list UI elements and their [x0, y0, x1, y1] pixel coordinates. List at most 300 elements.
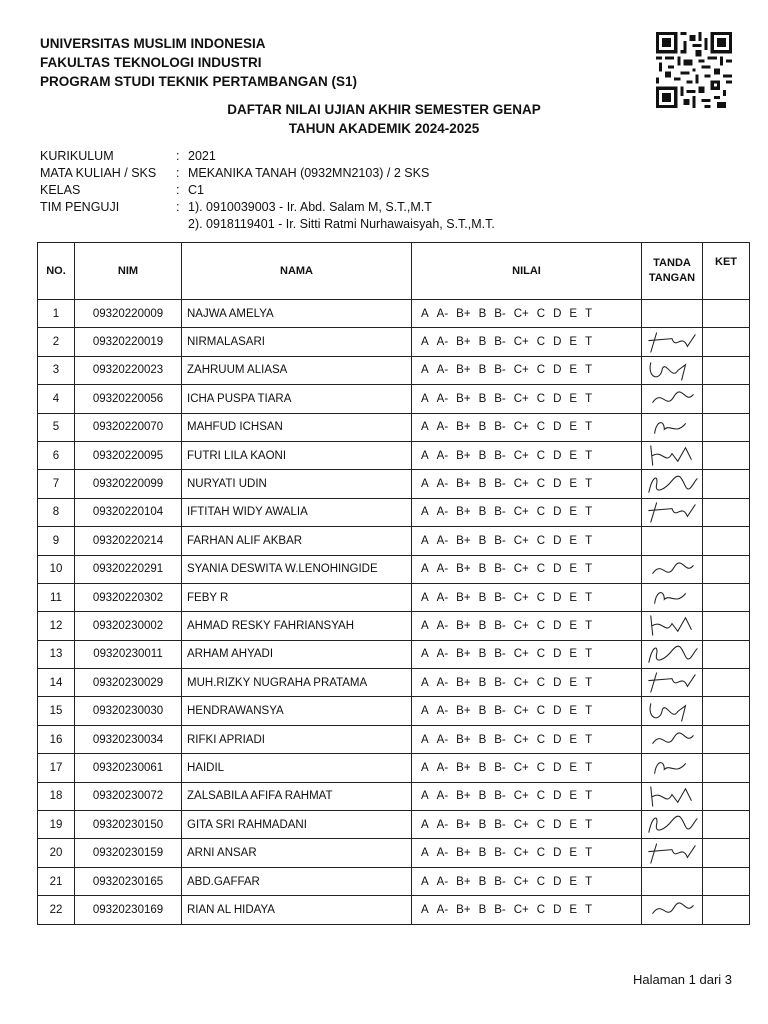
- row-nilai-options: [412, 498, 642, 526]
- row-signature-cell: [642, 300, 703, 328]
- grade-option: C: [536, 563, 546, 576]
- grade-option: D: [553, 733, 562, 746]
- row-ket: [703, 470, 750, 498]
- grade-option: C: [536, 449, 546, 462]
- grade-option: E: [569, 534, 578, 547]
- row-nama: ARNI ANSAR: [182, 839, 412, 867]
- grade-option: C: [536, 705, 546, 718]
- grade-option: C: [536, 676, 546, 689]
- row-number: 22: [38, 896, 75, 924]
- grade-option: B: [478, 364, 487, 377]
- grade-option: B+: [456, 449, 471, 462]
- row-nilai-options: [412, 527, 642, 555]
- row-nama: FEBY R: [182, 583, 412, 611]
- grade-option: E: [569, 392, 578, 405]
- grade-option: A: [421, 421, 429, 434]
- grade-option: B-: [494, 336, 506, 349]
- grade-option: C+: [513, 534, 529, 547]
- grade-option: D: [553, 563, 562, 576]
- grade-option: E: [569, 903, 578, 916]
- row-ket: [703, 697, 750, 725]
- grade-option: C+: [513, 421, 529, 434]
- grade-option: A: [421, 364, 429, 377]
- row-ket: [703, 328, 750, 356]
- row-number: 8: [38, 498, 75, 526]
- grade-option: D: [553, 478, 562, 491]
- grade-option: E: [569, 761, 578, 774]
- grade-option: A: [421, 676, 429, 689]
- row-nilai-options: [412, 356, 642, 384]
- row-nama: AHMAD RESKY FAHRIANSYAH: [182, 612, 412, 640]
- row-ket: [703, 583, 750, 611]
- row-nama: MAHFUD ICHSAN: [182, 413, 412, 441]
- grade-option: C: [536, 790, 546, 803]
- grade-option: D: [553, 875, 562, 888]
- academic-year: TAHUN AKADEMIK 2024-2025: [288, 121, 480, 136]
- row-nim: 09320220214: [75, 527, 182, 555]
- grade-option: D: [553, 705, 562, 718]
- row-nilai-options: [412, 867, 642, 895]
- grade-option: T: [585, 705, 593, 718]
- grade-option: B: [478, 648, 487, 661]
- row-number: 18: [38, 782, 75, 810]
- grade-option: B-: [494, 449, 506, 462]
- grade-option: B+: [456, 392, 471, 405]
- grade-option: B+: [456, 563, 471, 576]
- row-nim: 09320220104: [75, 498, 182, 526]
- row-signature-cell: [642, 669, 703, 697]
- row-nim: 09320220070: [75, 413, 182, 441]
- grade-option: T: [585, 903, 593, 916]
- grade-option: C: [536, 619, 546, 632]
- grade-option: B: [478, 336, 487, 349]
- grade-option: B: [478, 307, 487, 320]
- table-row: [38, 385, 750, 413]
- signature-icon: [642, 612, 702, 639]
- row-nim: 09320230150: [75, 811, 182, 839]
- grade-option: A-: [436, 847, 449, 860]
- grade-option: B: [478, 705, 487, 718]
- signature-icon: [642, 783, 702, 810]
- grade-option: B+: [456, 591, 471, 604]
- grade-option: B+: [456, 903, 471, 916]
- row-nilai-options: [412, 385, 642, 413]
- row-number: 7: [38, 470, 75, 498]
- grade-option: C+: [513, 875, 529, 888]
- row-ket: [703, 811, 750, 839]
- grade-option: D: [553, 336, 562, 349]
- row-number: 12: [38, 612, 75, 640]
- document-title: DAFTAR NILAI UJIAN AKHIR SEMESTER GENAP: [227, 102, 541, 117]
- grade-option: B+: [456, 506, 471, 519]
- grade-option: C+: [513, 648, 529, 661]
- row-nim: 09320220009: [75, 300, 182, 328]
- grade-option: E: [569, 847, 578, 860]
- row-nilai-options: [412, 413, 642, 441]
- grade-option: C: [536, 364, 546, 377]
- row-nama: ABD.GAFFAR: [182, 867, 412, 895]
- row-number: 15: [38, 697, 75, 725]
- row-nilai-options: [412, 725, 642, 753]
- row-signature-cell: [642, 527, 703, 555]
- grade-option: A-: [436, 903, 449, 916]
- row-number: 4: [38, 385, 75, 413]
- grade-option: B-: [494, 875, 506, 888]
- row-signature-cell: [642, 896, 703, 924]
- grade-option: A: [421, 449, 429, 462]
- grade-option: T: [585, 336, 593, 349]
- grade-option: B-: [494, 591, 506, 604]
- grade-option: B: [478, 591, 487, 604]
- table-row: [38, 498, 750, 526]
- grade-option: C: [536, 847, 546, 860]
- row-ket: [703, 640, 750, 668]
- row-nama: RIAN AL HIDAYA: [182, 896, 412, 924]
- grade-option: B-: [494, 676, 506, 689]
- institution-header: [40, 34, 357, 91]
- signature-icon: [642, 840, 702, 867]
- grade-option: E: [569, 733, 578, 746]
- row-nama: NAJWA AMELYA: [182, 300, 412, 328]
- grade-option: A: [421, 619, 429, 632]
- row-signature-cell: [642, 839, 703, 867]
- grade-option: B: [478, 875, 487, 888]
- row-signature-cell: [642, 867, 703, 895]
- grade-option: T: [585, 506, 593, 519]
- grade-option: B: [478, 790, 487, 803]
- row-nim: 09320230002: [75, 612, 182, 640]
- signature-icon: [642, 754, 702, 781]
- grade-option: B+: [456, 648, 471, 661]
- row-nama: ICHA PUSPA TIARA: [182, 385, 412, 413]
- grade-option: C+: [513, 449, 529, 462]
- row-ket: [703, 754, 750, 782]
- grade-option: A-: [436, 392, 449, 405]
- row-signature-cell: [642, 697, 703, 725]
- grade-option: E: [569, 790, 578, 803]
- grade-option: E: [569, 364, 578, 377]
- grade-option: D: [553, 534, 562, 547]
- grade-option: D: [553, 761, 562, 774]
- mata-kuliah-label: MATA KULIAH / SKS: [40, 166, 157, 180]
- course-info: [40, 148, 495, 233]
- grade-option: A: [421, 903, 429, 916]
- row-signature-cell: [642, 498, 703, 526]
- row-ket: [703, 782, 750, 810]
- table-row: [38, 356, 750, 384]
- table-row: [38, 896, 750, 924]
- grade-option: B-: [494, 478, 506, 491]
- grade-option: T: [585, 648, 593, 661]
- kurikulum-row: KURIKULUM : 2021: [40, 149, 216, 163]
- row-signature-cell: [642, 555, 703, 583]
- grade-option: E: [569, 336, 578, 349]
- row-nim: 09320230030: [75, 697, 182, 725]
- row-nim: 09320220291: [75, 555, 182, 583]
- kurikulum-value: 2021: [188, 149, 216, 163]
- row-signature-cell: [642, 413, 703, 441]
- row-signature-cell: [642, 356, 703, 384]
- grade-option: B+: [456, 478, 471, 491]
- grade-option: B+: [456, 847, 471, 860]
- grade-option: A: [421, 648, 429, 661]
- row-nilai-options: [412, 583, 642, 611]
- grade-option: A-: [436, 733, 449, 746]
- grade-option: A-: [436, 591, 449, 604]
- row-nim: 09320230029: [75, 669, 182, 697]
- row-nama: FARHAN ALIF AKBAR: [182, 527, 412, 555]
- grade-option: T: [585, 818, 593, 831]
- grade-option: T: [585, 676, 593, 689]
- grade-option: B: [478, 506, 487, 519]
- grade-option: D: [553, 591, 562, 604]
- row-number: 9: [38, 527, 75, 555]
- grade-option: A-: [436, 676, 449, 689]
- row-signature-cell: [642, 328, 703, 356]
- grade-option: B-: [494, 619, 506, 632]
- row-ket: [703, 867, 750, 895]
- grade-option: B+: [456, 336, 471, 349]
- grade-option: B-: [494, 506, 506, 519]
- grade-option: A-: [436, 534, 449, 547]
- grade-option: B: [478, 733, 487, 746]
- row-signature-cell: [642, 754, 703, 782]
- table-row: [38, 782, 750, 810]
- grade-option: T: [585, 591, 593, 604]
- row-nama: NIRMALASARI: [182, 328, 412, 356]
- header-nim: NIM: [75, 243, 182, 300]
- header-tanda-tangan: [642, 243, 703, 300]
- row-nama: FUTRI LILA KAONI: [182, 441, 412, 469]
- grade-option: C: [536, 761, 546, 774]
- table-header-row: [38, 243, 750, 300]
- table-row: [38, 583, 750, 611]
- grade-option: E: [569, 449, 578, 462]
- kelas-label: KELAS: [40, 183, 81, 197]
- header-ttd-line1: TANDA: [653, 257, 691, 269]
- row-nama: ARHAM AHYADI: [182, 640, 412, 668]
- grade-option: C+: [513, 478, 529, 491]
- grade-option: D: [553, 364, 562, 377]
- grade-option: A-: [436, 506, 449, 519]
- grade-option: E: [569, 648, 578, 661]
- grade-option: D: [553, 818, 562, 831]
- grade-option: A: [421, 307, 429, 320]
- grade-option: B: [478, 449, 487, 462]
- grade-option: B+: [456, 818, 471, 831]
- header-no: NO.: [38, 243, 75, 300]
- grade-option: C: [536, 336, 546, 349]
- row-nilai-options: [412, 782, 642, 810]
- row-ket: [703, 385, 750, 413]
- grade-option: C: [536, 818, 546, 831]
- row-nama: RIFKI APRIADI: [182, 725, 412, 753]
- header-nama: NAMA: [182, 243, 412, 300]
- row-nilai-options: [412, 441, 642, 469]
- grade-option: B+: [456, 619, 471, 632]
- row-nama: HENDRAWANSYA: [182, 697, 412, 725]
- row-nilai-options: [412, 300, 642, 328]
- grade-option: A-: [436, 705, 449, 718]
- grade-option: B-: [494, 364, 506, 377]
- grade-option: T: [585, 733, 593, 746]
- grade-option: C+: [513, 619, 529, 632]
- row-number: 1: [38, 300, 75, 328]
- row-nilai-options: [412, 640, 642, 668]
- grade-option: C: [536, 648, 546, 661]
- grade-option: D: [553, 676, 562, 689]
- grade-option: T: [585, 761, 593, 774]
- signature-icon: [642, 442, 702, 469]
- grade-option: B+: [456, 364, 471, 377]
- signature-icon: [642, 357, 702, 384]
- row-number: 14: [38, 669, 75, 697]
- grade-option: E: [569, 563, 578, 576]
- grade-option: A: [421, 563, 429, 576]
- table-row: [38, 669, 750, 697]
- grade-option: D: [553, 307, 562, 320]
- table-row: [38, 555, 750, 583]
- row-signature-cell: [642, 612, 703, 640]
- grade-option: B-: [494, 534, 506, 547]
- grade-option: B: [478, 903, 487, 916]
- grade-option: C+: [513, 733, 529, 746]
- grade-option: E: [569, 705, 578, 718]
- row-nilai-options: [412, 896, 642, 924]
- row-number: 21: [38, 867, 75, 895]
- grade-option: B: [478, 676, 487, 689]
- grade-option: E: [569, 506, 578, 519]
- grade-option: A-: [436, 761, 449, 774]
- row-ket: [703, 441, 750, 469]
- grade-option: E: [569, 307, 578, 320]
- program-name: PROGRAM STUDI TEKNIK PERTAMBANGAN (S1): [40, 74, 357, 89]
- grade-option: T: [585, 563, 593, 576]
- row-nim: 09320230072: [75, 782, 182, 810]
- row-nim: 09320230165: [75, 867, 182, 895]
- grade-option: D: [553, 648, 562, 661]
- grade-option: C: [536, 591, 546, 604]
- grade-option: C+: [513, 761, 529, 774]
- row-nilai-options: [412, 669, 642, 697]
- row-number: 2: [38, 328, 75, 356]
- grade-option: T: [585, 875, 593, 888]
- grade-option: A: [421, 733, 429, 746]
- row-nim: 09320230061: [75, 754, 182, 782]
- grade-option: B-: [494, 733, 506, 746]
- university-name: UNIVERSITAS MUSLIM INDONESIA: [40, 36, 266, 51]
- row-nim: 09320220023: [75, 356, 182, 384]
- table-row: [38, 697, 750, 725]
- grade-option: B-: [494, 761, 506, 774]
- row-signature-cell: [642, 640, 703, 668]
- mata-kuliah-row: MATA KULIAH / SKS : MEKANIKA TANAH (0932MN2103) / 2 SKS: [40, 166, 430, 180]
- signature-icon: [642, 698, 702, 725]
- grade-option: C: [536, 392, 546, 405]
- grade-option: C+: [513, 903, 529, 916]
- grade-option: D: [553, 392, 562, 405]
- header-nilai: NILAI: [412, 243, 642, 300]
- table-row: [38, 725, 750, 753]
- examiner-2: 2). 0918119401 - Ir. Sitti Ratmi Nurhawaisyah, S.T.,M.T.: [188, 217, 495, 231]
- row-ket: [703, 896, 750, 924]
- row-signature-cell: [642, 782, 703, 810]
- grade-option: C: [536, 307, 546, 320]
- grade-option: A-: [436, 619, 449, 632]
- grade-option: D: [553, 903, 562, 916]
- page-number: Halaman 1 dari 3: [633, 972, 732, 987]
- grade-option: T: [585, 307, 593, 320]
- grade-option: A-: [436, 648, 449, 661]
- grade-option: E: [569, 875, 578, 888]
- row-number: 6: [38, 441, 75, 469]
- grade-option: C: [536, 733, 546, 746]
- grade-option: C+: [513, 847, 529, 860]
- grade-option: B: [478, 421, 487, 434]
- grade-option: B-: [494, 847, 506, 860]
- table-row: [38, 328, 750, 356]
- row-number: 20: [38, 839, 75, 867]
- table-row: [38, 612, 750, 640]
- faculty-name: FAKULTAS TEKNOLOGI INDUSTRI: [40, 55, 262, 70]
- signature-icon: [642, 896, 702, 923]
- row-nama: SYANIA DESWITA W.LENOHINGIDE: [182, 555, 412, 583]
- row-nim: 09320230034: [75, 725, 182, 753]
- grade-option: C: [536, 534, 546, 547]
- grade-option: B: [478, 818, 487, 831]
- row-signature-cell: [642, 441, 703, 469]
- grade-option: T: [585, 421, 593, 434]
- table-row: [38, 413, 750, 441]
- header-ttd-line2: TANGAN: [648, 272, 696, 284]
- row-nim: 09320220099: [75, 470, 182, 498]
- grade-option: C+: [513, 336, 529, 349]
- row-ket: [703, 527, 750, 555]
- row-nama: NURYATI UDIN: [182, 470, 412, 498]
- grade-option: C+: [513, 705, 529, 718]
- grade-option: B: [478, 563, 487, 576]
- grade-option: A: [421, 478, 429, 491]
- row-nilai-options: [412, 612, 642, 640]
- row-nilai-options: [412, 839, 642, 867]
- row-nim: 09320220095: [75, 441, 182, 469]
- grade-option: B-: [494, 648, 506, 661]
- grade-option: B+: [456, 534, 471, 547]
- table-row: [38, 754, 750, 782]
- grade-option: A: [421, 847, 429, 860]
- grade-option: D: [553, 421, 562, 434]
- grade-option: T: [585, 619, 593, 632]
- row-signature-cell: [642, 470, 703, 498]
- grade-option: E: [569, 478, 578, 491]
- row-signature-cell: [642, 725, 703, 753]
- grade-option: B: [478, 619, 487, 632]
- grade-option: C+: [513, 563, 529, 576]
- row-nama: ZAHRUUM ALIASA: [182, 356, 412, 384]
- grade-option: B+: [456, 421, 471, 434]
- row-nilai-options: [412, 754, 642, 782]
- signature-icon: [642, 385, 702, 412]
- mata-kuliah-value: MEKANIKA TANAH (0932MN2103) / 2 SKS: [188, 166, 430, 180]
- grade-table: [37, 242, 750, 925]
- signature-icon: [642, 471, 702, 498]
- grade-option: C+: [513, 676, 529, 689]
- grade-option: T: [585, 364, 593, 377]
- grade-option: D: [553, 790, 562, 803]
- row-nilai-options: [412, 697, 642, 725]
- grade-option: A-: [436, 875, 449, 888]
- signature-icon: [642, 556, 702, 583]
